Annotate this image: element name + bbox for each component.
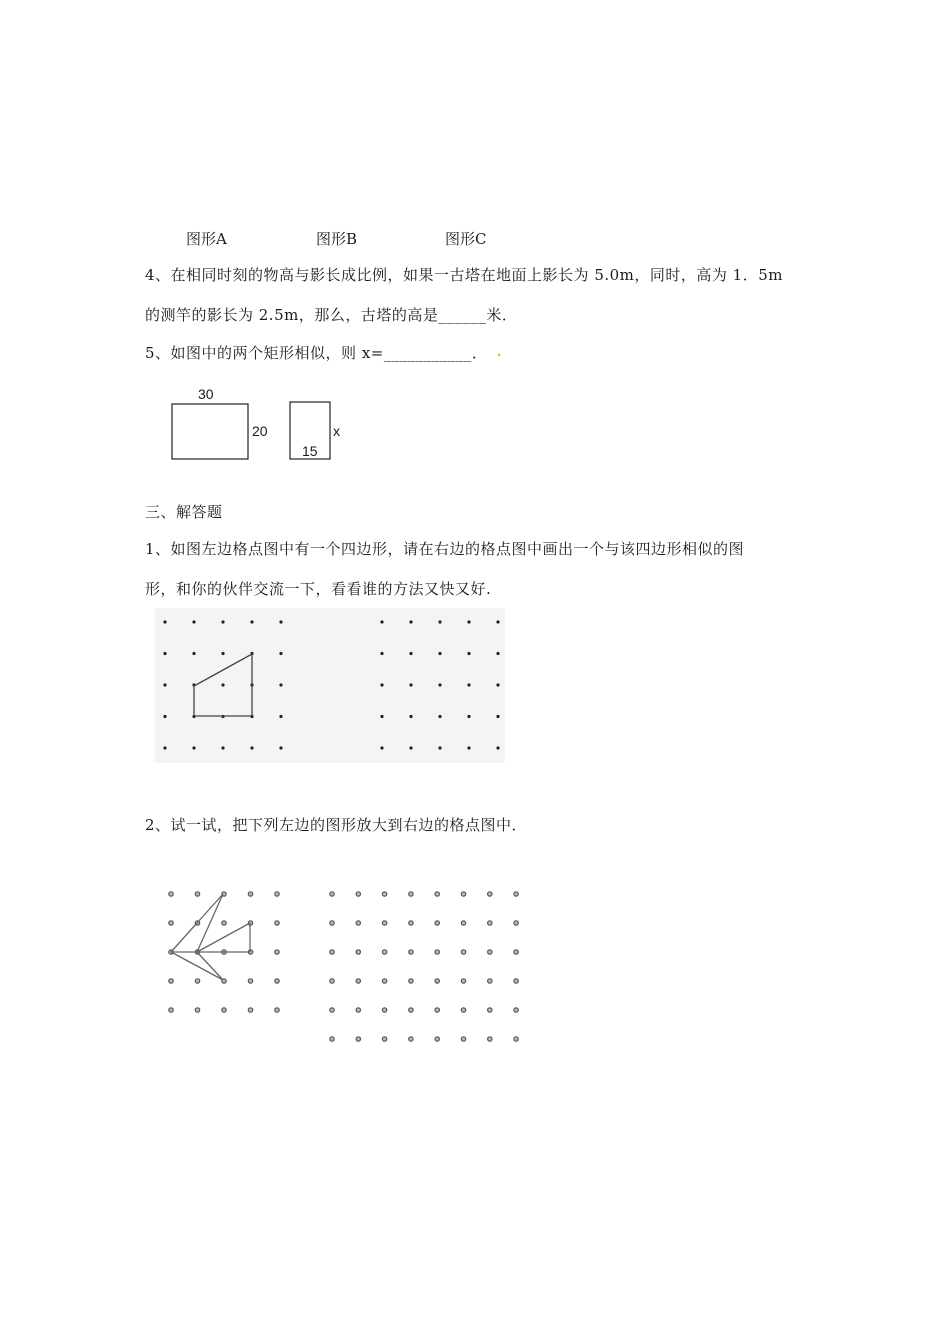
- grid-dot: [330, 950, 334, 954]
- rectangle-large: [172, 404, 248, 459]
- grid-dot: [380, 715, 383, 718]
- rect2-bottom-label: 15: [302, 443, 318, 459]
- grid-dot: [382, 892, 386, 896]
- grid-dot: [382, 979, 386, 983]
- grid-dot: [488, 979, 492, 983]
- grid-dot: [467, 683, 470, 686]
- grid-dot: [250, 620, 253, 623]
- grid-dot: [435, 1037, 439, 1041]
- arrow-figure: [171, 894, 250, 980]
- grid-dot: [435, 892, 439, 896]
- grid-dot: [279, 715, 282, 718]
- grid-dot: [435, 921, 439, 925]
- grid-dot: [356, 1008, 360, 1012]
- grid-dot: [275, 950, 279, 954]
- grid-dot: [435, 950, 439, 954]
- grid-dot: [409, 652, 412, 655]
- grid-dot: [380, 620, 383, 623]
- grid-dot: [279, 683, 282, 686]
- grid-dot: [409, 683, 412, 686]
- grid-dot: [409, 746, 412, 749]
- grid-dot: [275, 979, 279, 983]
- grid-dot: [496, 620, 499, 623]
- quadrilateral-dot-grids: [155, 608, 505, 763]
- grid-dot: [382, 1008, 386, 1012]
- grid-dot: [467, 620, 470, 623]
- grid-background: [155, 608, 505, 763]
- rect1-top-label: 30: [198, 386, 214, 402]
- grid-dot: [488, 1008, 492, 1012]
- grid-dot: [169, 921, 173, 925]
- grid-dot: [380, 683, 383, 686]
- figure-label-b: 图形B: [316, 230, 358, 248]
- grid-dot: [435, 979, 439, 983]
- grid-dot: [461, 1008, 465, 1012]
- grid-dot: [488, 921, 492, 925]
- grid-dot: [169, 979, 173, 983]
- grid-dot: [488, 1037, 492, 1041]
- grid-dot: [438, 746, 441, 749]
- grid-dot: [496, 715, 499, 718]
- grid-dot: [438, 652, 441, 655]
- grid-dot: [192, 652, 195, 655]
- grid-dot: [409, 715, 412, 718]
- q4-line2: 的测竿的影长为 2.5m，那么，古塔的高是______米．: [145, 306, 518, 324]
- enlarge-dot-grids: [160, 880, 540, 1050]
- grid-dot: [382, 1037, 386, 1041]
- grid-dot: [461, 950, 465, 954]
- grid-dot: [163, 715, 166, 718]
- s3q1-line2: 形，和你的伙伴交流一下，看看谁的方法又快又好.: [145, 580, 492, 598]
- grid-dot: [169, 1008, 173, 1012]
- grid-dot: [380, 746, 383, 749]
- grid-dot: [467, 746, 470, 749]
- grid-dot: [279, 746, 282, 749]
- grid-dot: [221, 620, 224, 623]
- grid-dot: [163, 652, 166, 655]
- grid-dot: [356, 892, 360, 896]
- grid-dot: [248, 1008, 252, 1012]
- grid-dot: [514, 1037, 518, 1041]
- grid-dot: [275, 892, 279, 896]
- grid-dot: [461, 921, 465, 925]
- grid-dot: [461, 892, 465, 896]
- grid-dot: [221, 652, 224, 655]
- grid-dot: [195, 1008, 199, 1012]
- grid-dot: [409, 950, 413, 954]
- grid-dot: [330, 921, 334, 925]
- grid-dot: [514, 892, 518, 896]
- section-title: 三、解答题: [145, 503, 223, 521]
- grid-dot: [409, 1008, 413, 1012]
- grid-dot: [356, 1037, 360, 1041]
- grid-dot: [382, 921, 386, 925]
- grid-dot: [496, 746, 499, 749]
- grid-dot: [496, 683, 499, 686]
- grid-dot: [275, 1008, 279, 1012]
- grid-dot: [248, 979, 252, 983]
- grid-dot: [221, 746, 224, 749]
- grid-dot: [248, 892, 252, 896]
- grid-dot: [330, 979, 334, 983]
- grid-dot: [195, 892, 199, 896]
- rect2-side-label: x: [333, 423, 340, 439]
- grid-dot: [409, 892, 413, 896]
- grid-dot: [488, 892, 492, 896]
- grid-dot: [169, 892, 173, 896]
- grid-dot: [192, 620, 195, 623]
- grid-dot: [496, 652, 499, 655]
- grid-dot: [222, 1008, 226, 1012]
- grid-dot: [279, 620, 282, 623]
- grid-dot: [356, 950, 360, 954]
- grid-dot: [222, 921, 226, 925]
- grid-dot: [195, 979, 199, 983]
- rect1-side-label: 20: [252, 423, 268, 439]
- grid-dot: [514, 1008, 518, 1012]
- grid-dot: [409, 979, 413, 983]
- grid-dot: [409, 921, 413, 925]
- grid-dot: [356, 921, 360, 925]
- grid-dot: [438, 715, 441, 718]
- q5-text: 5、如图中的两个矩形相似，则 x=___________．: [145, 344, 488, 362]
- right-circle-grid: [330, 892, 519, 1041]
- grid-dot: [488, 950, 492, 954]
- grid-dot: [163, 683, 166, 686]
- grid-dot: [279, 652, 282, 655]
- grid-dot: [163, 746, 166, 749]
- grid-dot: [409, 1037, 413, 1041]
- figure-label-a: 图形A: [186, 230, 227, 248]
- grid-dot: [461, 1037, 465, 1041]
- grid-dot: [192, 746, 195, 749]
- grid-dot: [438, 620, 441, 623]
- grid-dot: [221, 683, 224, 686]
- grid-dot: [275, 921, 279, 925]
- grid-dot: [330, 1037, 334, 1041]
- grid-dot: [330, 1008, 334, 1012]
- grid-dot: [461, 979, 465, 983]
- grid-dot: [356, 979, 360, 983]
- grid-dot: [409, 620, 412, 623]
- grid-dot: [163, 620, 166, 623]
- grid-dot: [330, 892, 334, 896]
- figure-label-c: 图形C: [445, 230, 487, 248]
- q4-line1: 4、在相同时刻的物高与影长成比例，如果一古塔在地面上影长为 5.0m，同时，高为 1．5m: [145, 266, 783, 284]
- grid-dot: [514, 921, 518, 925]
- grid-dot: [514, 950, 518, 954]
- grid-dot: [438, 683, 441, 686]
- grid-dot: [467, 715, 470, 718]
- marker-dot: .: [497, 345, 502, 359]
- s3q2-text: 2、试一试，把下列左边的图形放大到右边的格点图中．: [145, 816, 528, 834]
- grid-dot: [382, 950, 386, 954]
- grid-dot: [435, 1008, 439, 1012]
- grid-dot: [467, 652, 470, 655]
- grid-dot: [514, 979, 518, 983]
- grid-dot: [250, 746, 253, 749]
- grid-dot: [380, 652, 383, 655]
- s3q1-line1: 1、如图左边格点图中有一个四边形，请在右边的格点图中画出一个与该四边形相似的图: [145, 540, 745, 558]
